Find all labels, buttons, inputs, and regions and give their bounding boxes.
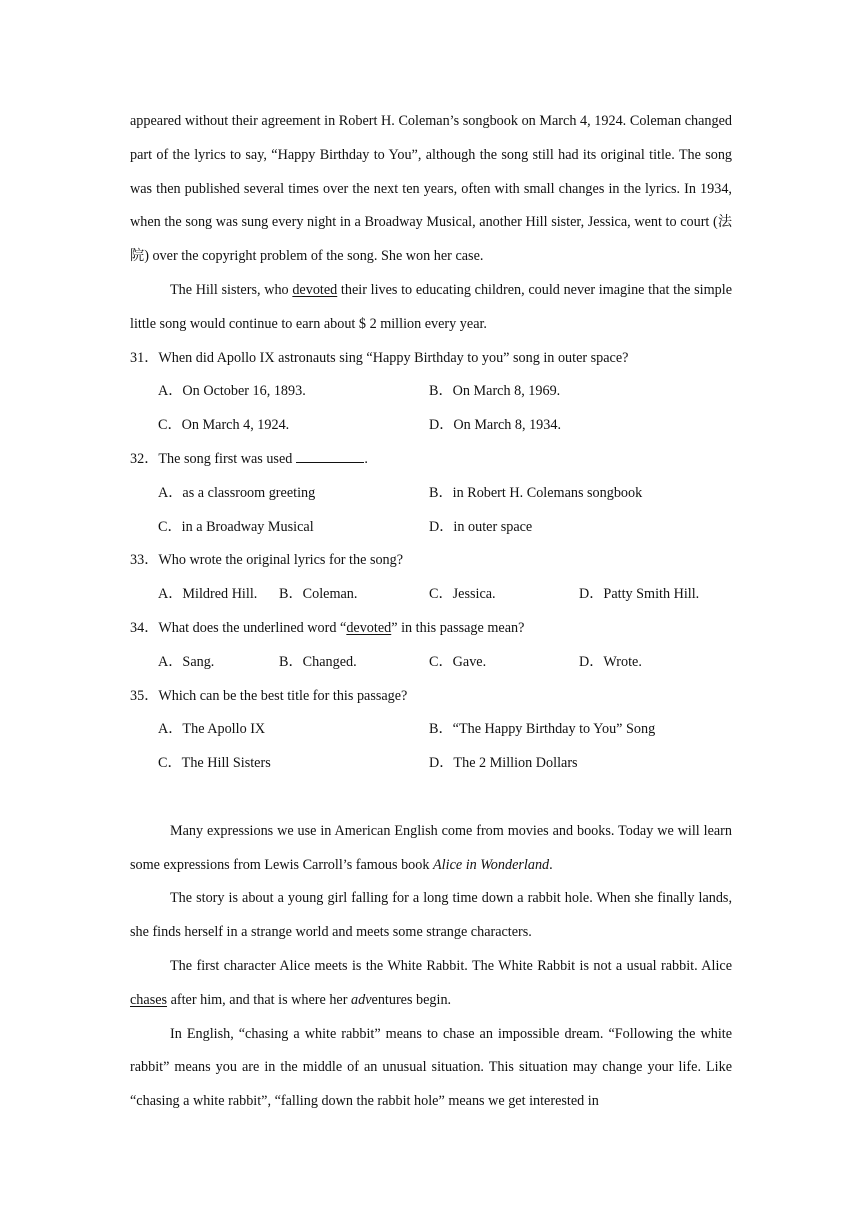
option-d[interactable]: D．Patty Smith Hill. [579, 586, 700, 603]
option-b[interactable]: B．Coleman. [279, 586, 358, 603]
option-c[interactable]: C．in a Broadway Musical [158, 518, 314, 535]
option-b[interactable]: B．Changed. [279, 653, 357, 670]
question-stem: 33．Who wrote the original lyrics for the song? [130, 552, 404, 569]
options-row [130, 747, 732, 781]
text-line: white rabbit” means you are in the middle of an unusual situation. This situation may change your [130, 1025, 733, 1076]
options-row [130, 713, 732, 747]
options-row [130, 646, 732, 680]
option-a[interactable]: A．Sang. [158, 653, 215, 670]
passage-1-paragraph-1 [130, 105, 732, 274]
option-a[interactable]: A．The Apollo IX [158, 721, 266, 738]
italic-fragment: adv [351, 991, 372, 1008]
options-row [130, 511, 732, 545]
text-line: The first character Alice meets is the White Rabbit. The White Rabbit is not a usual rabbit. [170, 957, 698, 974]
question-34 [130, 612, 732, 680]
option-c[interactable]: C．Jessica. [429, 586, 496, 603]
text-line: changed part of the lyrics to say, “Happy Birthday to You”, although the song still had its original [130, 113, 733, 163]
text-fragment: their lives to educating children, could never imagine that the [337, 281, 691, 298]
document-page [130, 105, 732, 1119]
answer-blank [296, 448, 364, 463]
option-d[interactable]: D．in outer space [429, 518, 533, 535]
option-d[interactable]: D．Wrote. [579, 653, 642, 670]
option-b[interactable]: B．“The Happy Birthday to You” Song [429, 721, 656, 738]
text-line: title. The song was then published several times over the next ten years, often with small changes [130, 146, 733, 197]
book-title: Alice in Wonderland [433, 856, 550, 873]
passage-1 [130, 105, 732, 342]
option-d[interactable]: D．On March 8, 1934. [429, 417, 562, 434]
option-b[interactable]: B．in Robert H. Colemans songbook [429, 484, 643, 501]
question-35 [130, 680, 732, 781]
passage-2-paragraph-4 [130, 1018, 732, 1119]
text-fragment: will learn some expressions from Lewis Carroll’s famous book [130, 822, 732, 873]
option-c[interactable]: C．On March 4, 1924. [158, 417, 290, 434]
passage-2-paragraph-2 [130, 882, 732, 950]
text-fragment: entures begin. [371, 991, 452, 1008]
passage-2-paragraph-1 [130, 815, 732, 883]
text-line: in the lyrics. In 1934, when the song was sung every night in a Broadway Musical, another Hill [130, 180, 732, 231]
question-stem [130, 612, 732, 646]
question-31 [130, 342, 732, 443]
options-row [130, 409, 732, 443]
question-32 [130, 443, 732, 544]
text-line: sister, Jessica, went to court (法院) over the copyright problem of the song. She won her case. [130, 214, 733, 265]
question-stem-end: . [364, 450, 368, 467]
underlined-word-chases: chases [130, 991, 168, 1008]
text-line: appeared without their agreement in Robert H. Coleman’s songbook on March 4, 1924. Coleman [130, 113, 682, 129]
text-line: life. Like “chasing a white rabbit”, “falling down the rabbit hole” means we get interested in [130, 1059, 733, 1110]
underlined-word-devoted: devoted [346, 619, 392, 636]
option-a[interactable]: A．Mildred Hill. [158, 586, 258, 603]
option-a[interactable]: A．as a classroom greeting [158, 484, 316, 501]
passage-2 [130, 815, 732, 1119]
text-fragment: after him, and that is where her [167, 991, 352, 1008]
text-line: lands, she finds herself in a strange world and meets some strange characters. [130, 890, 732, 941]
text-fragment: . [549, 856, 553, 873]
question-stem-text: 32．The song first was used [130, 450, 293, 467]
question-stem-text: 34．What does the underlined word “ [130, 619, 347, 636]
text-line: Many expressions we use in American English come from movies and books. Today we [170, 822, 674, 839]
option-a[interactable]: A．On October 16, 1893. [158, 383, 306, 400]
option-b[interactable]: B．On March 8, 1969. [429, 383, 561, 400]
question-stem: 35．Which can be the best title for this passage? [130, 687, 408, 704]
underlined-word-devoted: devoted [292, 281, 338, 298]
options-row [130, 375, 732, 409]
question-stem: 31．When did Apollo IX astronauts sing “Happy Birthday to you” song in outer space? [130, 349, 629, 366]
options-row [130, 477, 732, 511]
passage-2-paragraph-3 [130, 950, 732, 1018]
question-33 [130, 544, 732, 612]
text-fragment: Alice [701, 957, 733, 974]
passage-1-paragraph-2 [130, 274, 732, 342]
text-line: The story is about a young girl falling for a long time down a rabbit hole. When she finally [170, 890, 695, 907]
text-line: simple little song would continue to earn about $ 2 million every year. [130, 281, 732, 332]
option-c[interactable]: C．Gave. [429, 653, 487, 670]
option-c[interactable]: C．The Hill Sisters [158, 755, 271, 772]
question-stem-text: ” in this passage mean? [391, 619, 525, 636]
text-fragment: The Hill sisters, who [170, 281, 293, 298]
options-row [130, 578, 732, 612]
section-gap [130, 781, 732, 815]
question-stem [130, 443, 732, 477]
text-line: In English, “chasing a white rabbit” means to chase an impossible dream. “Following the [170, 1025, 696, 1042]
option-d[interactable]: D．The 2 Million Dollars [429, 755, 578, 772]
